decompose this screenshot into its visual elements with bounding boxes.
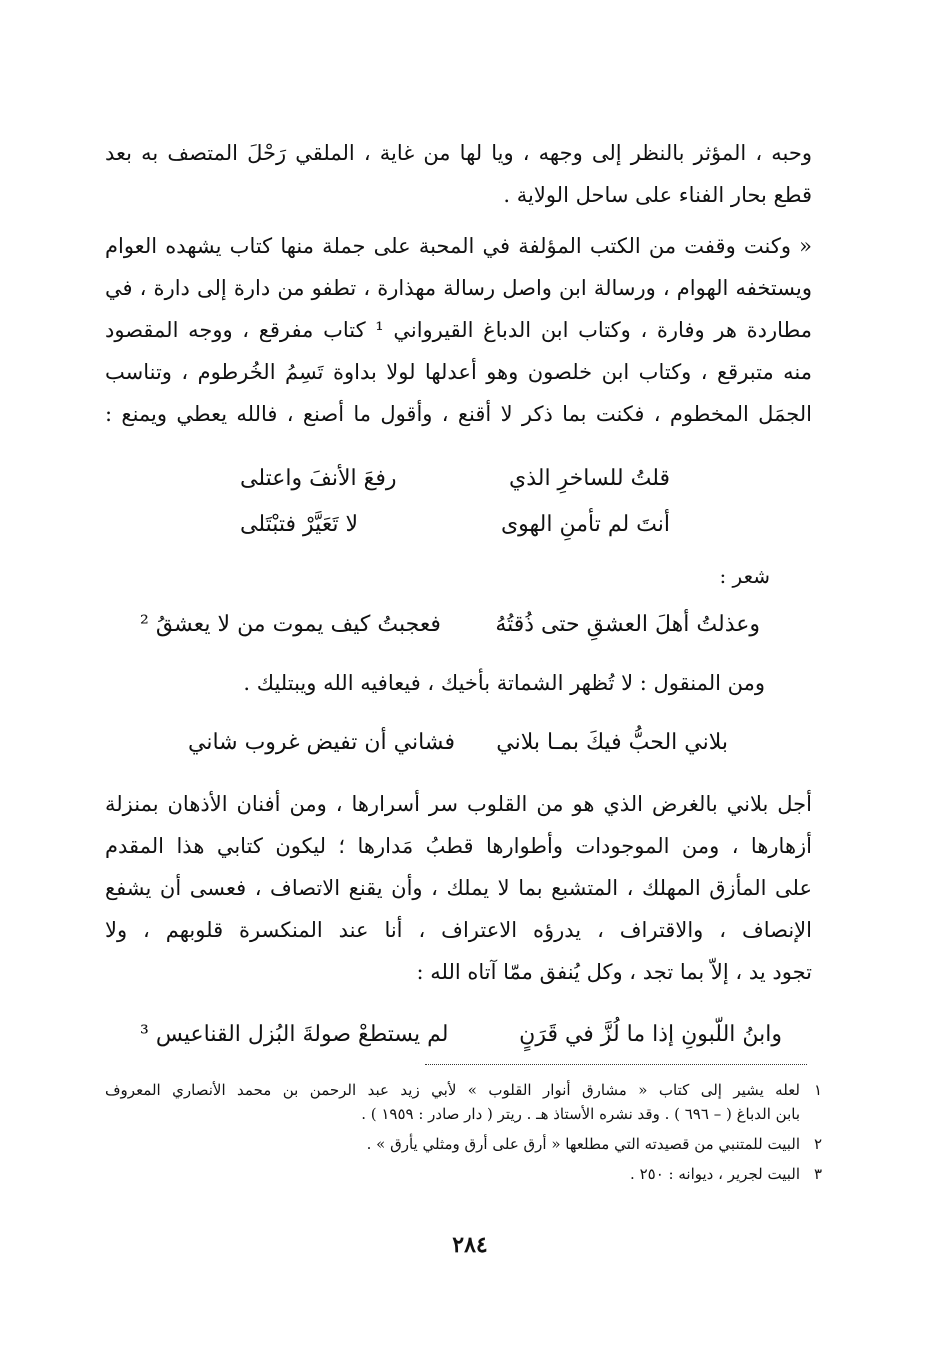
verse-hemistich: فعجبتُ كيف يموت من لا يعشقُ ²: [140, 612, 441, 637]
verse-3: [188, 720, 728, 766]
footnote-number: ٣: [813, 1165, 822, 1183]
text-line: مطاردة هر وفارة ، وكتاب ابن الدباغ القيرواني ¹ كتاب مفرقع ، ووجه المقصود: [105, 318, 812, 342]
verse-hemistich: لا تَعَيَّرْ فتبْتَلى: [240, 512, 359, 537]
footnotes: [105, 1078, 822, 1186]
text-line: « وكنت وقفت من الكتب المؤلفة في المحبة على جملة منها كتاب يشهده العوام: [105, 234, 812, 258]
footnote-line: البيت للمتنبي من قصيدته التي مطلعها « أرق على أرق ومثلي يأرق » .: [366, 1135, 800, 1153]
footnote-number: ١: [813, 1081, 822, 1099]
verse-hemistich: بلاني الحبُّ فيكَ بمـا بلاني: [496, 730, 728, 755]
verse-hemistich: رفعَ الأنفَ واعتلى: [240, 466, 397, 491]
verse-4: [140, 1012, 782, 1058]
text-line: على المأزق المهلك ، المتشبع بما لا يملك ، وأن يقنع الاتصاف ، فعسى أن يشفع: [105, 876, 812, 900]
footnote-body: [105, 1078, 800, 1126]
verse-hemistich: وعذلتُ أهلَ العشقِ حتى ذُقتُهُ: [495, 612, 760, 637]
proverb-line: ومن المنقول : لا تُظهر الشماتة بأخيك ، فيعافيه الله ويبتليك .: [243, 671, 765, 695]
page-number: ٢٨٤: [452, 1232, 488, 1258]
verse-hemistich: لم يستطعْ صولةَ البُزل القناعيس ³: [140, 1022, 449, 1047]
paragraph-1: [105, 132, 812, 216]
text-line: أزهارها ، ومن الموجودات وأطوارها قطبُ مَدارها ؛ ليكون كتابي هذا المقدم: [105, 834, 812, 858]
footnote-2: [105, 1132, 822, 1156]
verse-hemistich: أنتَ لم تأمنِ الهوى: [500, 512, 670, 537]
text-line: تجود يد ، إلاّ بما تجد ، وكل يُنفق ممّا آتاه الله :: [416, 960, 812, 984]
verse-hemistich: فشاني أن تفيض غروب شاني: [188, 730, 455, 755]
footnote-line: بابن الدباغ ( – ٦٩٦ ) . وقد نشره الأستاذ هـ . ريتر ( دار صادر : ١٩٥٩ ) .: [361, 1105, 800, 1123]
shiir-label: شعر :: [719, 564, 770, 588]
text-line: منه متبرقع ، وكتاب ابن خلصون وهو أعدلها لولا بداوة تَسِمُ الخُرطوم ، وتناسب: [105, 360, 812, 384]
text-line: وحبه ، المؤثر بالنظر إلى وجهه ، ويا لها من غاية ، الملقي رَحْلَ المتصف به بعد: [105, 141, 812, 165]
footnote-separator: [425, 1064, 807, 1065]
verse-hemistich: قلتُ للساخرِ الذي: [508, 466, 670, 491]
text-line: الإنصاف ، والاقتراف ، يدرؤه الاعتراف ، أنا عند المنكسرة قلوبهم ، ولا: [105, 918, 812, 942]
text-line: أجل بلاني بالغرض الذي هو من القلوب سر أسرارها ، ومن أفنان الأذهان بمنزلة: [105, 792, 812, 816]
text-line: الجمَل المخطوم ، فكنت بما ذكر لا أقنع ، وأقول ما أصنع ، فالله يعطي ويمنع :: [105, 402, 812, 426]
footnote-1: [105, 1078, 822, 1126]
paragraph-3: [105, 783, 812, 993]
footnote-line: لعله يشير إلى كتاب « مشارق أنوار القلوب » لأبي زيد عبد الرحمن بن محمد الأنصاري المعروف: [105, 1081, 800, 1099]
footnote-number: ٢: [813, 1135, 822, 1153]
footnote-3: [105, 1162, 822, 1186]
text-line: قطع بحار الفناء على ساحل الولاية .: [503, 183, 812, 207]
verse-2: [140, 602, 760, 648]
verse-1-line-2: [240, 502, 670, 548]
text-line: ويستخفه الهوام ، ورسالة ابن واصل رسالة مهذارة ، تطفو من دارة إلى دارة ، في: [105, 276, 812, 300]
verse-hemistich: وابنُ اللّبونِ إذا ما لُزَّ في قَرَنٍ: [519, 1022, 782, 1047]
verse-1-line-1: [240, 456, 670, 502]
paragraph-2: [105, 225, 812, 435]
footnote-line: البيت لجرير ، ديوانه : ٢٥٠ .: [630, 1165, 800, 1183]
